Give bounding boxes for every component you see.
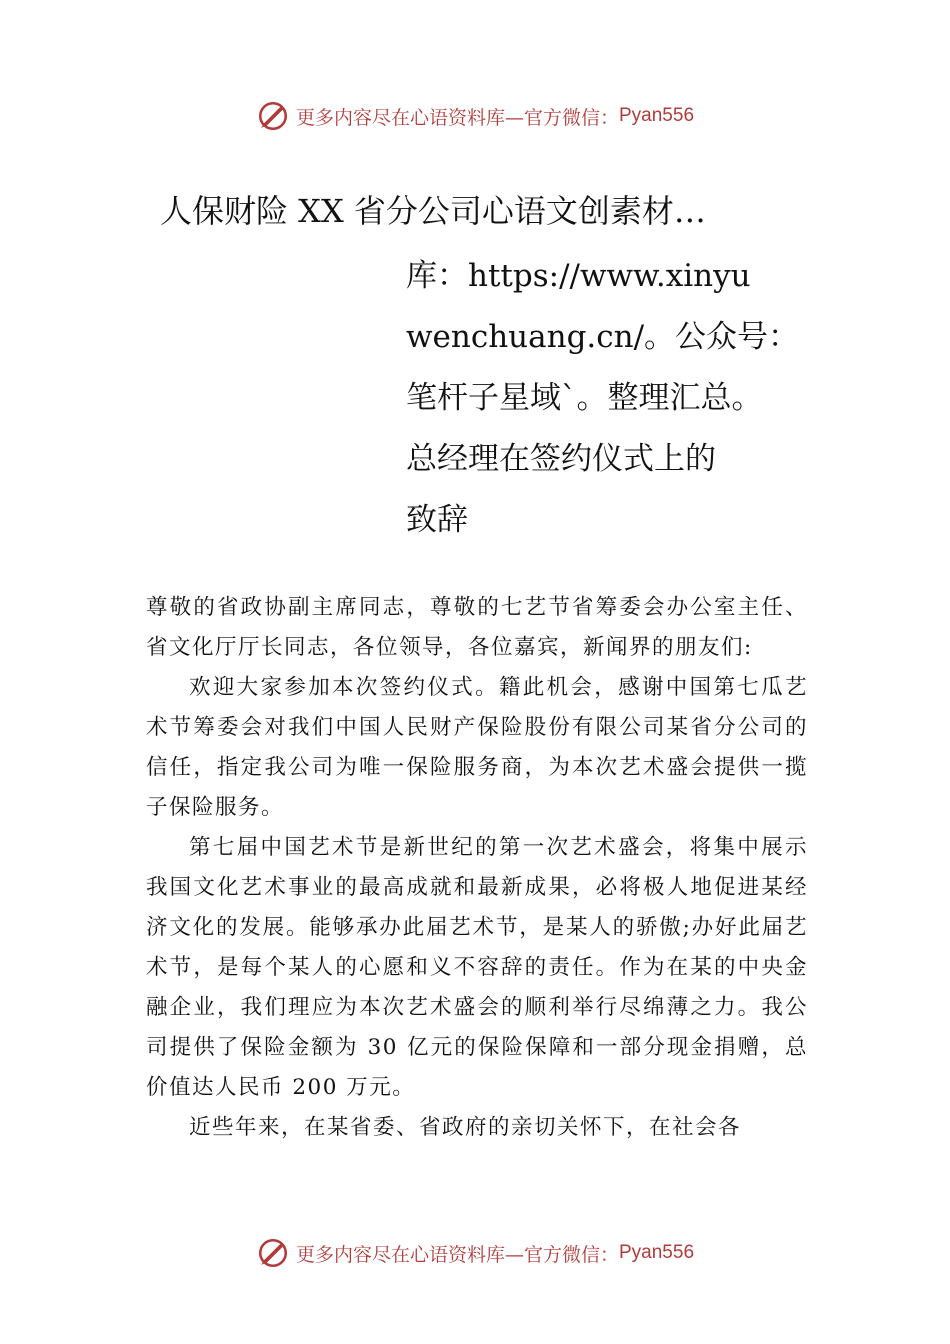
- body-paragraph: 欢迎大家参加本次签约仪式。籍此机会，感谢中国第七瓜艺术节筹委会对我们中国人民财产保险股份有限公司某省分公司的信任，指定我公司为唯一保险服务商，为本次艺术盛会提供一揽子保险服务。: [146, 675, 808, 820]
- header-wechat-id: Pyan556: [619, 105, 695, 126]
- document-title-continuation: [406, 246, 826, 551]
- footer-wechat-id: Pyan556: [619, 1242, 695, 1263]
- pen-logo-icon: [256, 1236, 290, 1270]
- footer-banner-text: 更多内容尽在心语资料库—官方微信：: [295, 1243, 619, 1266]
- body-paragraph: 近些年来，在某省委、省政府的亲切关怀下，在社会各: [189, 1115, 742, 1140]
- document-title-line-1: 人保财险 XX 省分公司心语文创素材…: [160, 192, 706, 230]
- pen-logo-icon: [256, 99, 290, 133]
- title-wrapped-line: 库：https://www.xinyu: [406, 258, 751, 294]
- title-wrapped-line: 笔杆子星域`。整理汇总。: [406, 380, 763, 416]
- footer-banner: [0, 1233, 950, 1273]
- header-banner: [0, 96, 950, 136]
- title-wrapped-line: 总经理在签约仪式上的: [406, 441, 716, 477]
- speech-body: [146, 588, 808, 1148]
- header-banner-text: 更多内容尽在心语资料库—官方微信：: [295, 106, 619, 129]
- title-wrapped-line: wenchuang.cn/。公众号：: [406, 319, 800, 355]
- title-wrapped-line: 致辞: [406, 502, 468, 538]
- salutation: 尊敬的省政协副主席同志，尊敬的七艺节省筹委会办公室主任、省文化厅厅长同志，各位领导，各位嘉宾，新闻界的朋友们:: [146, 595, 808, 660]
- body-paragraph: 第七届中国艺术节是新世纪的第一次艺术盛会，将集中展示我国文化艺术事业的最高成就和最新成果，必将极人地促进某经济文化的发展。能够承办此届艺术节，是某人的骄傲;办好此届艺术节，是每个某人的心愿和义不容辞的责任。作为在某的中央金融企业，我们理应为本次艺术盛会的顺利举行尽绵薄之力。我公司提供了保险金额为 30 亿元的保险保障和一部分现金捐赠，总价值达人民币 200 万元。: [146, 835, 808, 1100]
